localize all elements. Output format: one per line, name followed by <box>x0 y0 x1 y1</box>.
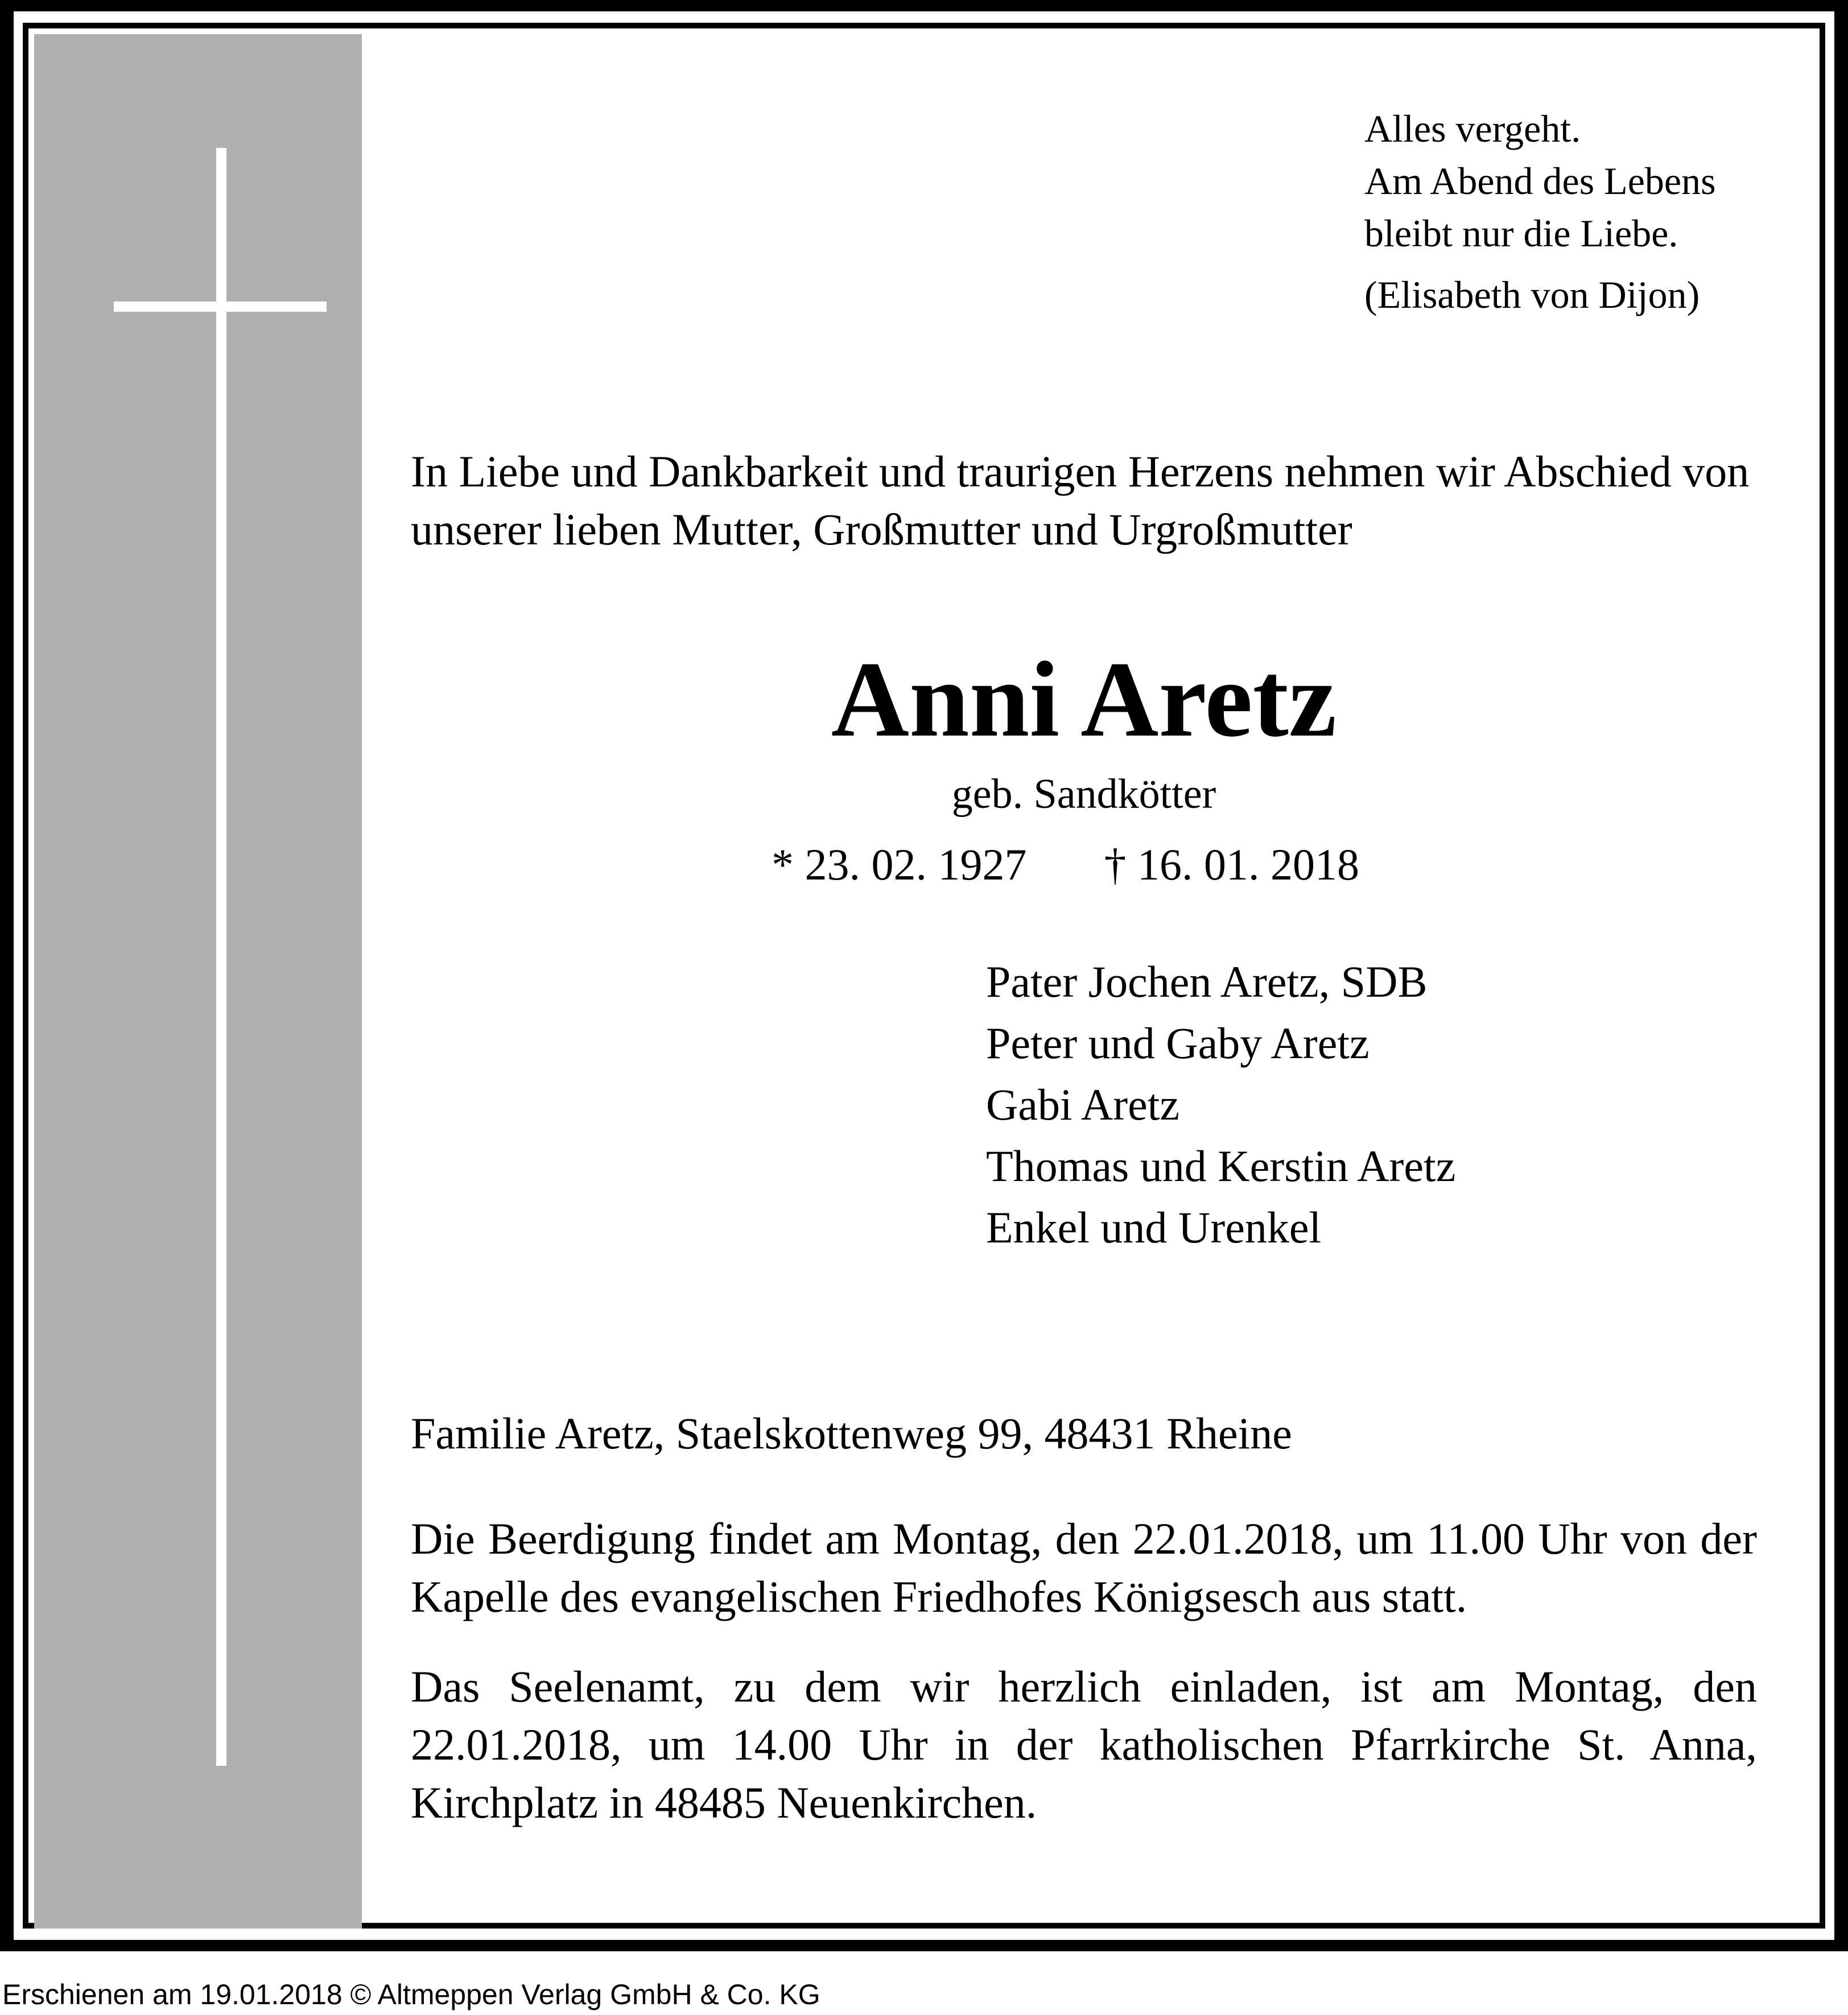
cross-icon <box>216 148 226 1766</box>
quote-source: (Elisabeth von Dijon) <box>1364 273 1700 316</box>
quote-line: bleibt nur die Liebe. <box>1364 212 1678 255</box>
mourner: Enkel und Urenkel <box>986 1203 1322 1252</box>
birth-date: * 23. 02. 1927 <box>772 840 1027 889</box>
mourner: Pater Jochen Aretz, SDB <box>986 957 1428 1006</box>
quote-line: Am Abend des Lebens <box>1364 159 1716 203</box>
cross-icon-bar <box>114 302 327 312</box>
life-dates <box>772 836 1359 893</box>
family-address: Familie Aretz, Staelskottenweg 99, 48431 Rheine <box>411 1409 1292 1458</box>
publication-footer: Erschienen am 19.01.2018 © Altmeppen Verlag GmbH & Co. KG <box>2 1979 820 2010</box>
mourner: Gabi Aretz <box>986 1080 1180 1129</box>
maiden-name: geb. Sandkötter <box>951 771 1216 817</box>
funeral-notice: Die Beerdigung findet am Montag, den 22.01.2018, um 11.00 Uhr von der Kapelle des evangelischen Friedhofes Königsesch aus statt. <box>411 1514 1757 1621</box>
death-date: † 16. 01. 2018 <box>1104 840 1359 889</box>
mourner: Peter und Gaby Aretz <box>986 1018 1370 1068</box>
mourner: Thomas und Kerstin Aretz <box>986 1141 1456 1191</box>
quote-block <box>1364 102 1808 259</box>
quote-line: Alles vergeht. <box>1364 107 1581 150</box>
intro-text: In Liebe und Dankbarkeit und traurigen Herzens nehmen wir Abschied von unserer lieben Mutter, Großmutter und Urgroßmutter <box>411 447 1750 554</box>
mourners-list <box>986 951 1455 1258</box>
requiem-notice: Das Seelenamt, zu dem wir herzlich einladen, ist am Montag, den 22.01.2018, um 14.00 Uhr in der katholischen Pfarrkirche St. Anna, Kirchplatz in 48485 Neuenkirchen. <box>411 1662 1757 1827</box>
deceased-name: Anni Aretz <box>831 640 1337 759</box>
side-band <box>34 34 362 1929</box>
